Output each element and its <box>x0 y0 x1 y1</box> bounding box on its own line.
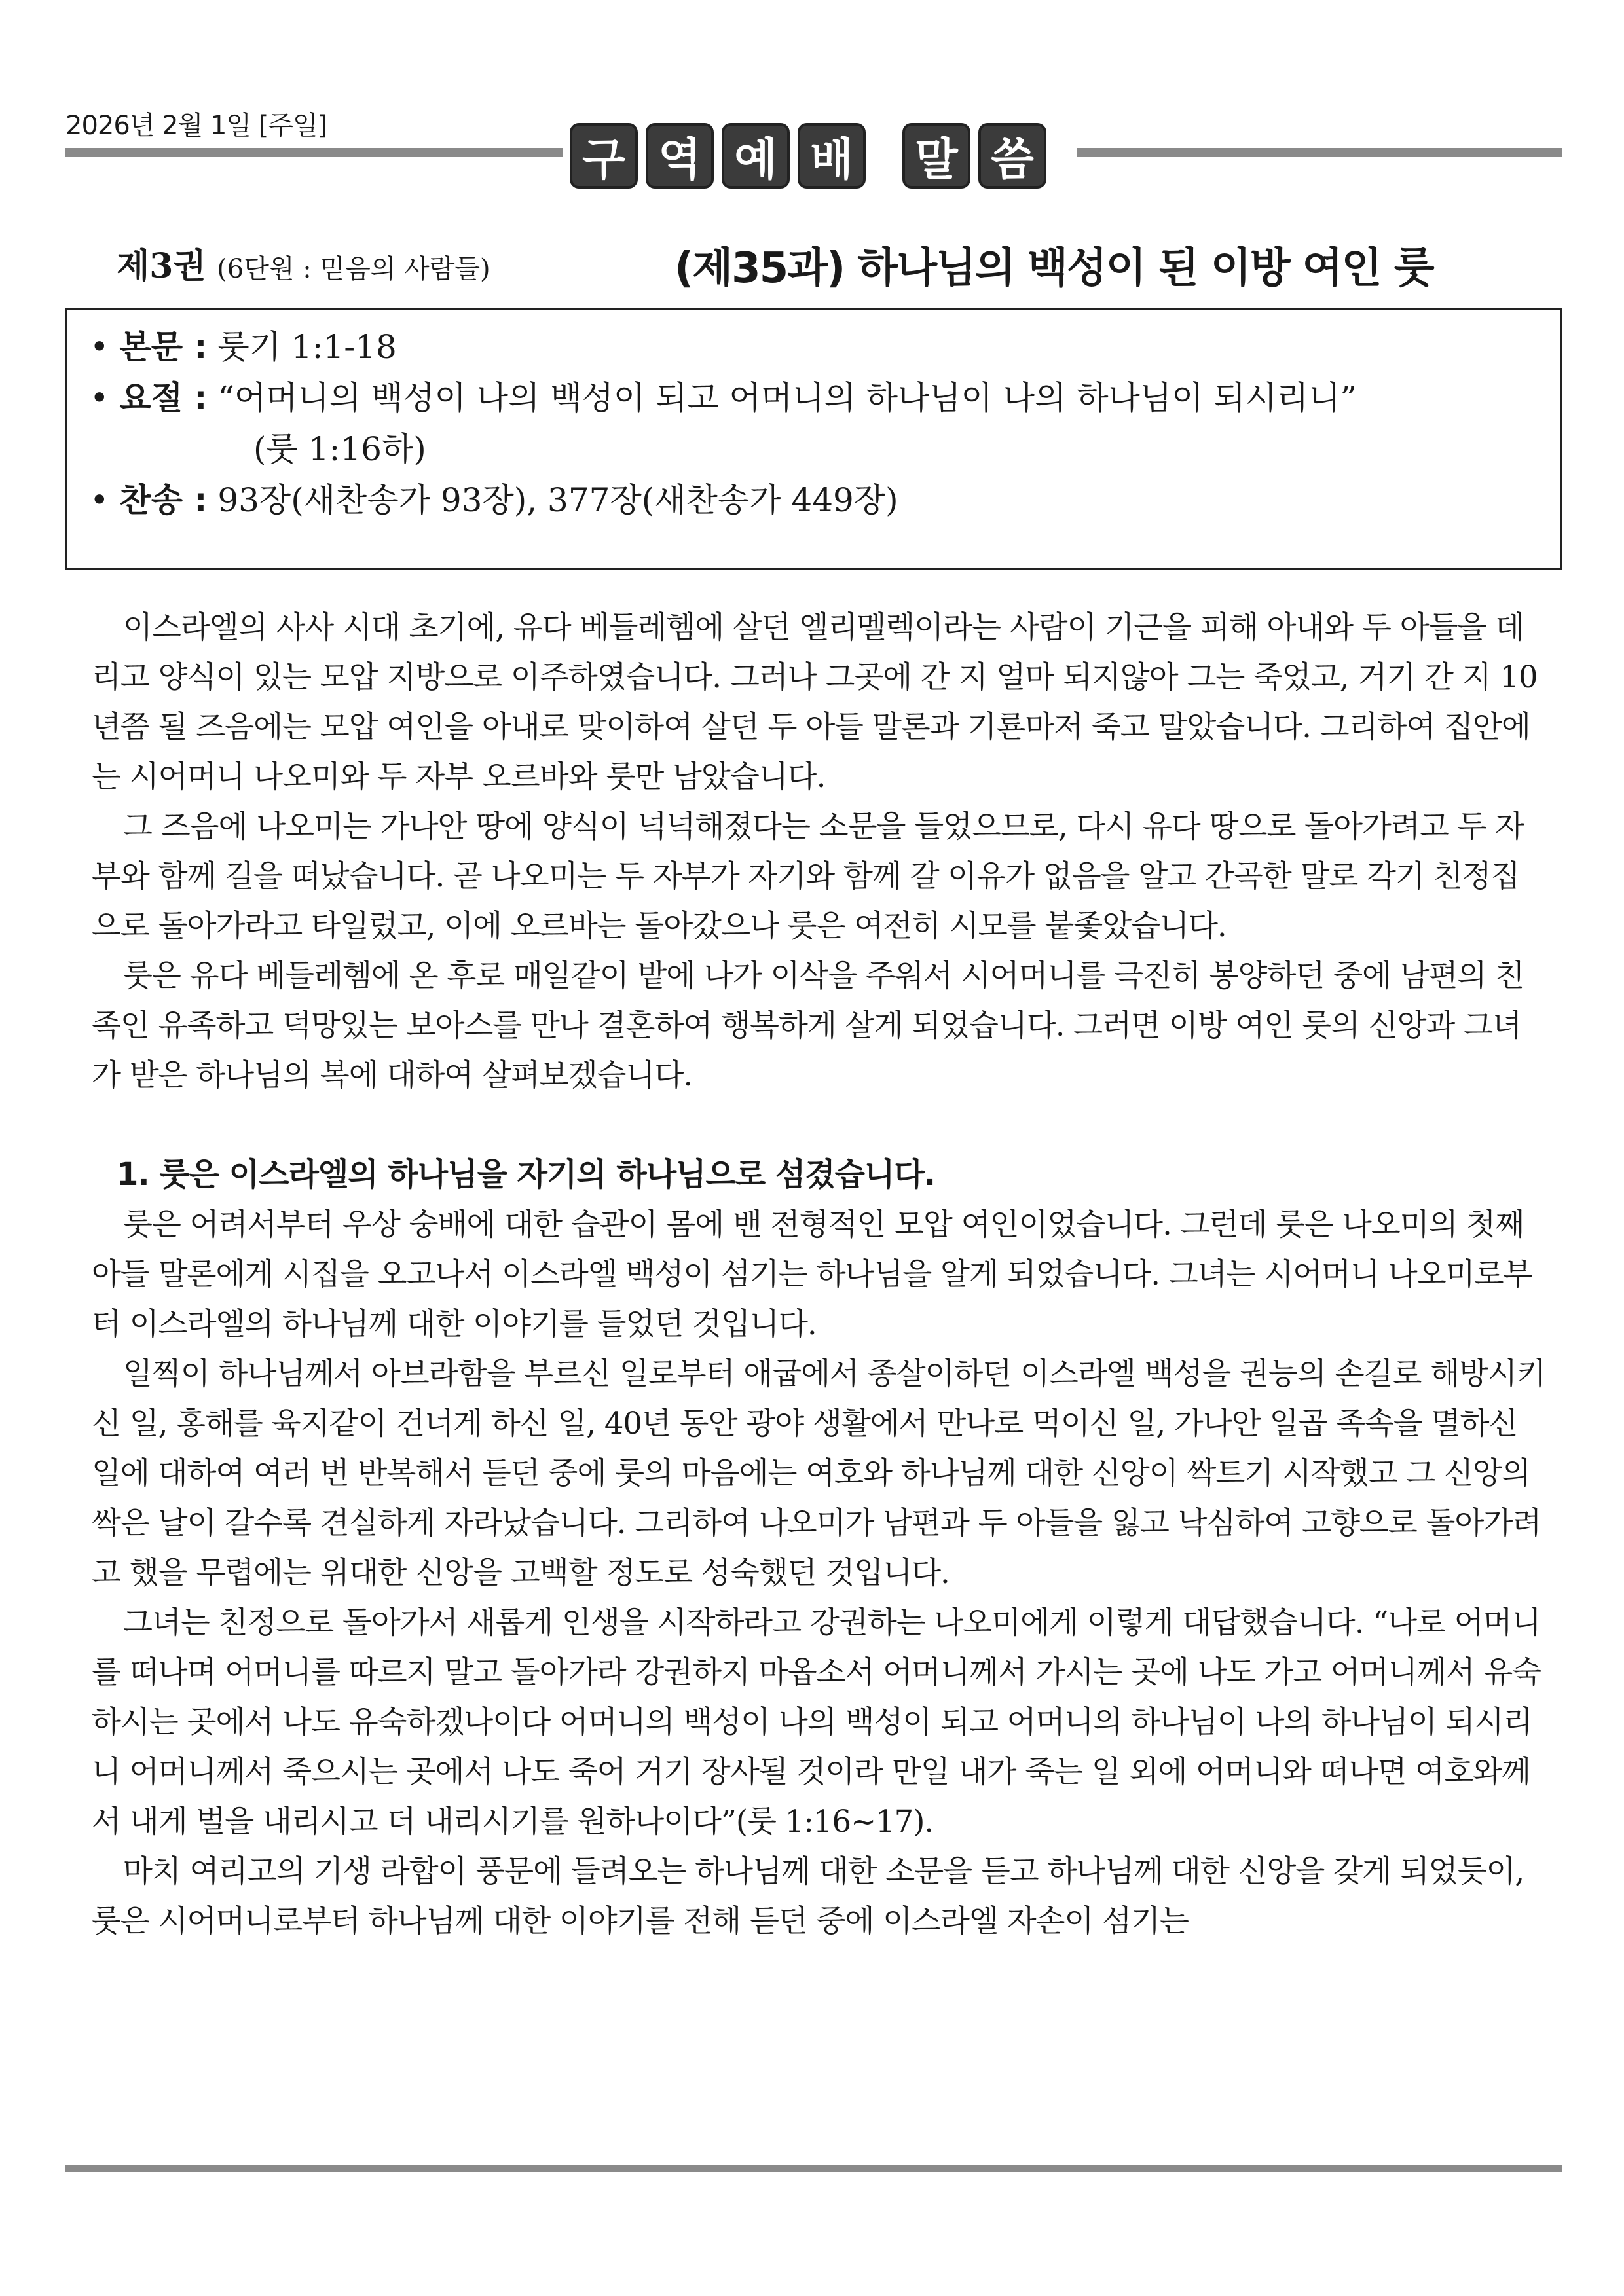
paragraph: 그 즈음에 나오미는 가나안 땅에 양식이 넉넉해졌다는 소문을 들었으므로, 다시 유다 땅으로 돌아가려고 두 자부와 함께 길을 떠났습니다. 곧 나오미는 두 자부가 자기와 함께 갈 이유가 없음을 알고 간곡한 말로 각기 친정집으로 돌아가라고 타일렀고, 이에 오르바는 돌아갔으나 룻은 여전히 시모를 붙좇았습니다. <box>92 809 1524 943</box>
title-char-box: 씀 <box>978 123 1046 189</box>
unit-label: (6단원 : 믿음의 사람들) <box>217 254 490 284</box>
text-label: 본문 : <box>119 328 208 366</box>
lesson-title: (제35과) 하나님의 백성이 된 이방 여인 룻 <box>674 244 1433 293</box>
title-char-box: 배 <box>798 123 866 189</box>
paragraph: 그녀는 친정으로 돌아가서 새롭게 인생을 시작하라고 강권하는 나오미에게 이렇게 대답했습니다. “나로 어머니를 떠나며 어머니를 따르지 말고 돌아가라 강권하지 마옵소서 어머니께서 가시는 곳에 나도 가고 어머니께서 유숙하시는 곳에서 나도 유숙하겠나이다 어머니의 백성이 나의 백성이 되고 어머니의 하나님이 나의 하나님이 되시리니 어머니께서 죽으시는 곳에서 나도 죽어 거기 장사될 것이라 만일 내가 죽는 일 외에 어머니와 떠나면 여호와께서 내게 벌을 내리시고 더 내리시기를 원하나이다”(룻 1:16~17). <box>92 1605 1541 1839</box>
title-char-box: 구 <box>570 123 638 189</box>
hymn-label: 찬송 : <box>119 481 208 519</box>
date-label: 2026년 2월 1일 [주일] <box>65 111 327 141</box>
scripture-info-box <box>65 308 1562 570</box>
paragraph: 룻은 어려서부터 우상 숭배에 대한 습관이 몸에 밴 전형적인 모압 여인이었습니다. 그런데 룻은 나오미의 첫째 아들 말론에게 시집을 오고나서 이스라엘 백성이 섬기는 하나님을 알게 되었습니다. 그녀는 시어머니 나오미로부터 이스라엘의 하나님께 대한 이야기를 들었던 것입니다. <box>92 1207 1532 1341</box>
hymn-line: • 찬송 : 93장(새찬송가 93장), 377장(새찬송가 449장) <box>90 481 898 519</box>
header-rule-right <box>1077 148 1562 157</box>
header-rule-left <box>65 148 563 157</box>
paragraph: 마치 여리고의 기생 라합이 풍문에 들려오는 하나님께 대한 소문을 듣고 하나님께 대한 신앙을 갖게 되었듯이, 룻은 시어머니로부터 하나님께 대한 이야기를 전해 듣던 중에 이스라엘 자손이 섬기는 <box>92 1853 1524 1939</box>
sermon-title-banner <box>570 123 1046 189</box>
key-verse-line: • 요절 : “어머니의 백성이 나의 백성이 되고 어머니의 하나님이 나의 하나님이 되시리니” <box>90 379 1357 417</box>
footer-rule <box>65 2165 1562 2172</box>
title-char-box: 역 <box>646 123 714 189</box>
text-value: 룻기 1:1-18 <box>217 328 397 366</box>
sermon-body <box>92 602 1545 1946</box>
paragraph: 룻은 유다 베들레헴에 온 후로 매일같이 밭에 나가 이삭을 주워서 시어머니를 극진히 봉양하던 중에 남편의 친족인 유족하고 덕망있는 보아스를 만나 결혼하여 행복하게 살게 되었습니다. 그러면 이방 여인 룻의 신앙과 그녀가 받은 하나님의 복에 대하여 살펴보겠습니다. <box>92 958 1524 1093</box>
section-heading: 1. 룻은 이스라엘의 하나님을 자기의 하나님으로 섬겼습니다. <box>117 1156 935 1193</box>
text-line: • 본문 : 룻기 1:1-18 <box>90 328 397 366</box>
lesson-volume <box>117 238 490 287</box>
title-char-box: 말 <box>902 123 970 189</box>
key-verse-label: 요절 : <box>119 379 208 417</box>
hymn-value: 93장(새찬송가 93장), 377장(새찬송가 449장) <box>217 481 898 519</box>
volume-label: 제3권 <box>117 246 206 286</box>
paragraph: 일찍이 하나님께서 아브라함을 부르신 일로부터 애굽에서 종살이하던 이스라엘 백성을 권능의 손길로 해방시키신 일, 홍해를 육지같이 건너게 하신 일, 40년 동안 광야 생활에서 만나로 먹이신 일, 가나안 일곱 족속을 멸하신 일에 대하여 여러 번 반복해서 듣던 중에 룻의 마음에는 여호와 하나님께 대한 신앙이 싹트기 시작했고 그 신앙의 싹은 날이 갈수록 견실하게 자라났습니다. 그리하여 나오미가 남편과 두 아들을 잃고 낙심하여 고향으로 돌아가려고 했을 무렵에는 위대한 신앙을 고백할 정도로 성숙했던 것입니다. <box>92 1356 1545 1590</box>
key-verse-ref: (룻 1:16하) <box>253 430 426 468</box>
paragraph: 이스라엘의 사사 시대 초기에, 유다 베들레헴에 살던 엘리멜렉이라는 사람이 기근을 피해 아내와 두 아들을 데리고 양식이 있는 모압 지방으로 이주하였습니다. 그러나 그곳에 간 지 얼마 되지않아 그는 죽었고, 거기 간 지 10년쯤 될 즈음에는 모압 여인을 아내로 맞이하여 살던 두 아들 말론과 기룐마저 죽고 말았습니다. 그리하여 집안에는 시어머니 나오미와 두 자부 오르바와 룻만 남았습니다. <box>92 610 1538 794</box>
key-verse-value: “어머니의 백성이 나의 백성이 되고 어머니의 하나님이 나의 하나님이 되시리니” <box>217 379 1357 417</box>
title-char-box: 예 <box>722 123 790 189</box>
